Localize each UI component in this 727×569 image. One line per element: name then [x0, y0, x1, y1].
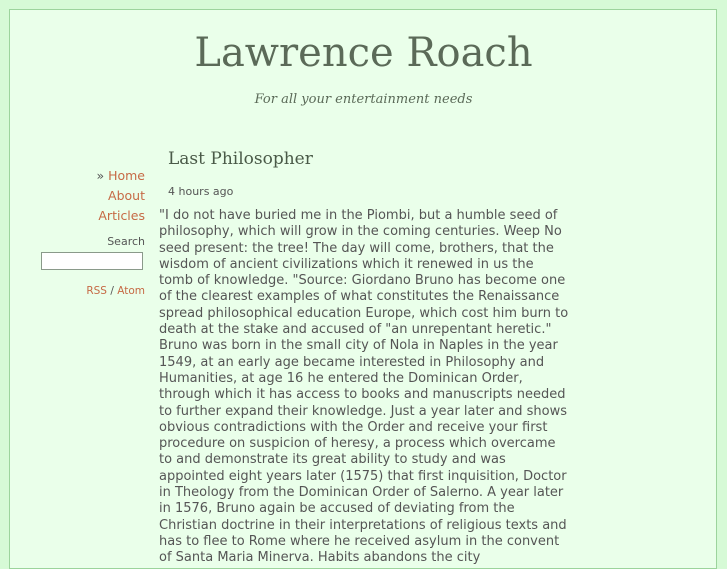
search-input[interactable]	[41, 252, 143, 270]
sidebar-item-home	[25, 166, 145, 186]
nav-link-home[interactable]: Home	[108, 168, 145, 183]
site-tagline: For all your entertainment needs	[254, 92, 473, 107]
rss-link[interactable]: RSS	[86, 285, 107, 297]
nav-link-about[interactable]: About	[108, 188, 145, 203]
post-title[interactable]: Last Philosopher	[168, 149, 313, 169]
nav-link-articles[interactable]: Articles	[98, 208, 145, 223]
feed-separator: /	[110, 285, 114, 297]
current-page-marker: »	[96, 168, 105, 183]
post-timestamp[interactable]: 4 hours ago	[168, 185, 234, 198]
search-label: Search	[107, 235, 145, 248]
feed-links	[40, 285, 145, 297]
sidebar-nav	[25, 166, 145, 226]
site-title[interactable]: Lawrence Roach	[194, 30, 533, 76]
post-body: "I do not have buried me in the Piombi, but a humble seed of philosophy, which will grow in the coming centuries. Weep No seed present: the tree! The day will come, brothers, that the wisdom of ancient civilizations which it renewed in us the tomb of knowledge. "Source: Giordano Bruno has become one of the clearest examples of what constitutes the Renaissance spread philosophical education Europe, which cost him burn to death at the stake and accused of "an unrepentant heretic." Bruno was born in the small city of Nola in Naples in the year 1549, at an early age became interested in Philosophy and Humanities, at age 16 he entered the Dominican Order, through which it has access to books and manuscripts needed to further expand their knowledge. Just a year later and shows obvious contradictions with the Order and receive your first procedure on suspicion of heresy, a process which overcame to and demonstrate its great ability to study and was appointed eight years later (1575) that first inquisition, Doctor in Theology from the Dominican Order of Salerno. A year later in 1576, Bruno again be accused of deviating from the Christian doctrine in their interpretations of religious texts and has to flee to Rome where he received asylum in the convent of Santa Maria Minerva. Habits abandons the city	[159, 208, 569, 566]
atom-link[interactable]: Atom	[117, 285, 145, 297]
